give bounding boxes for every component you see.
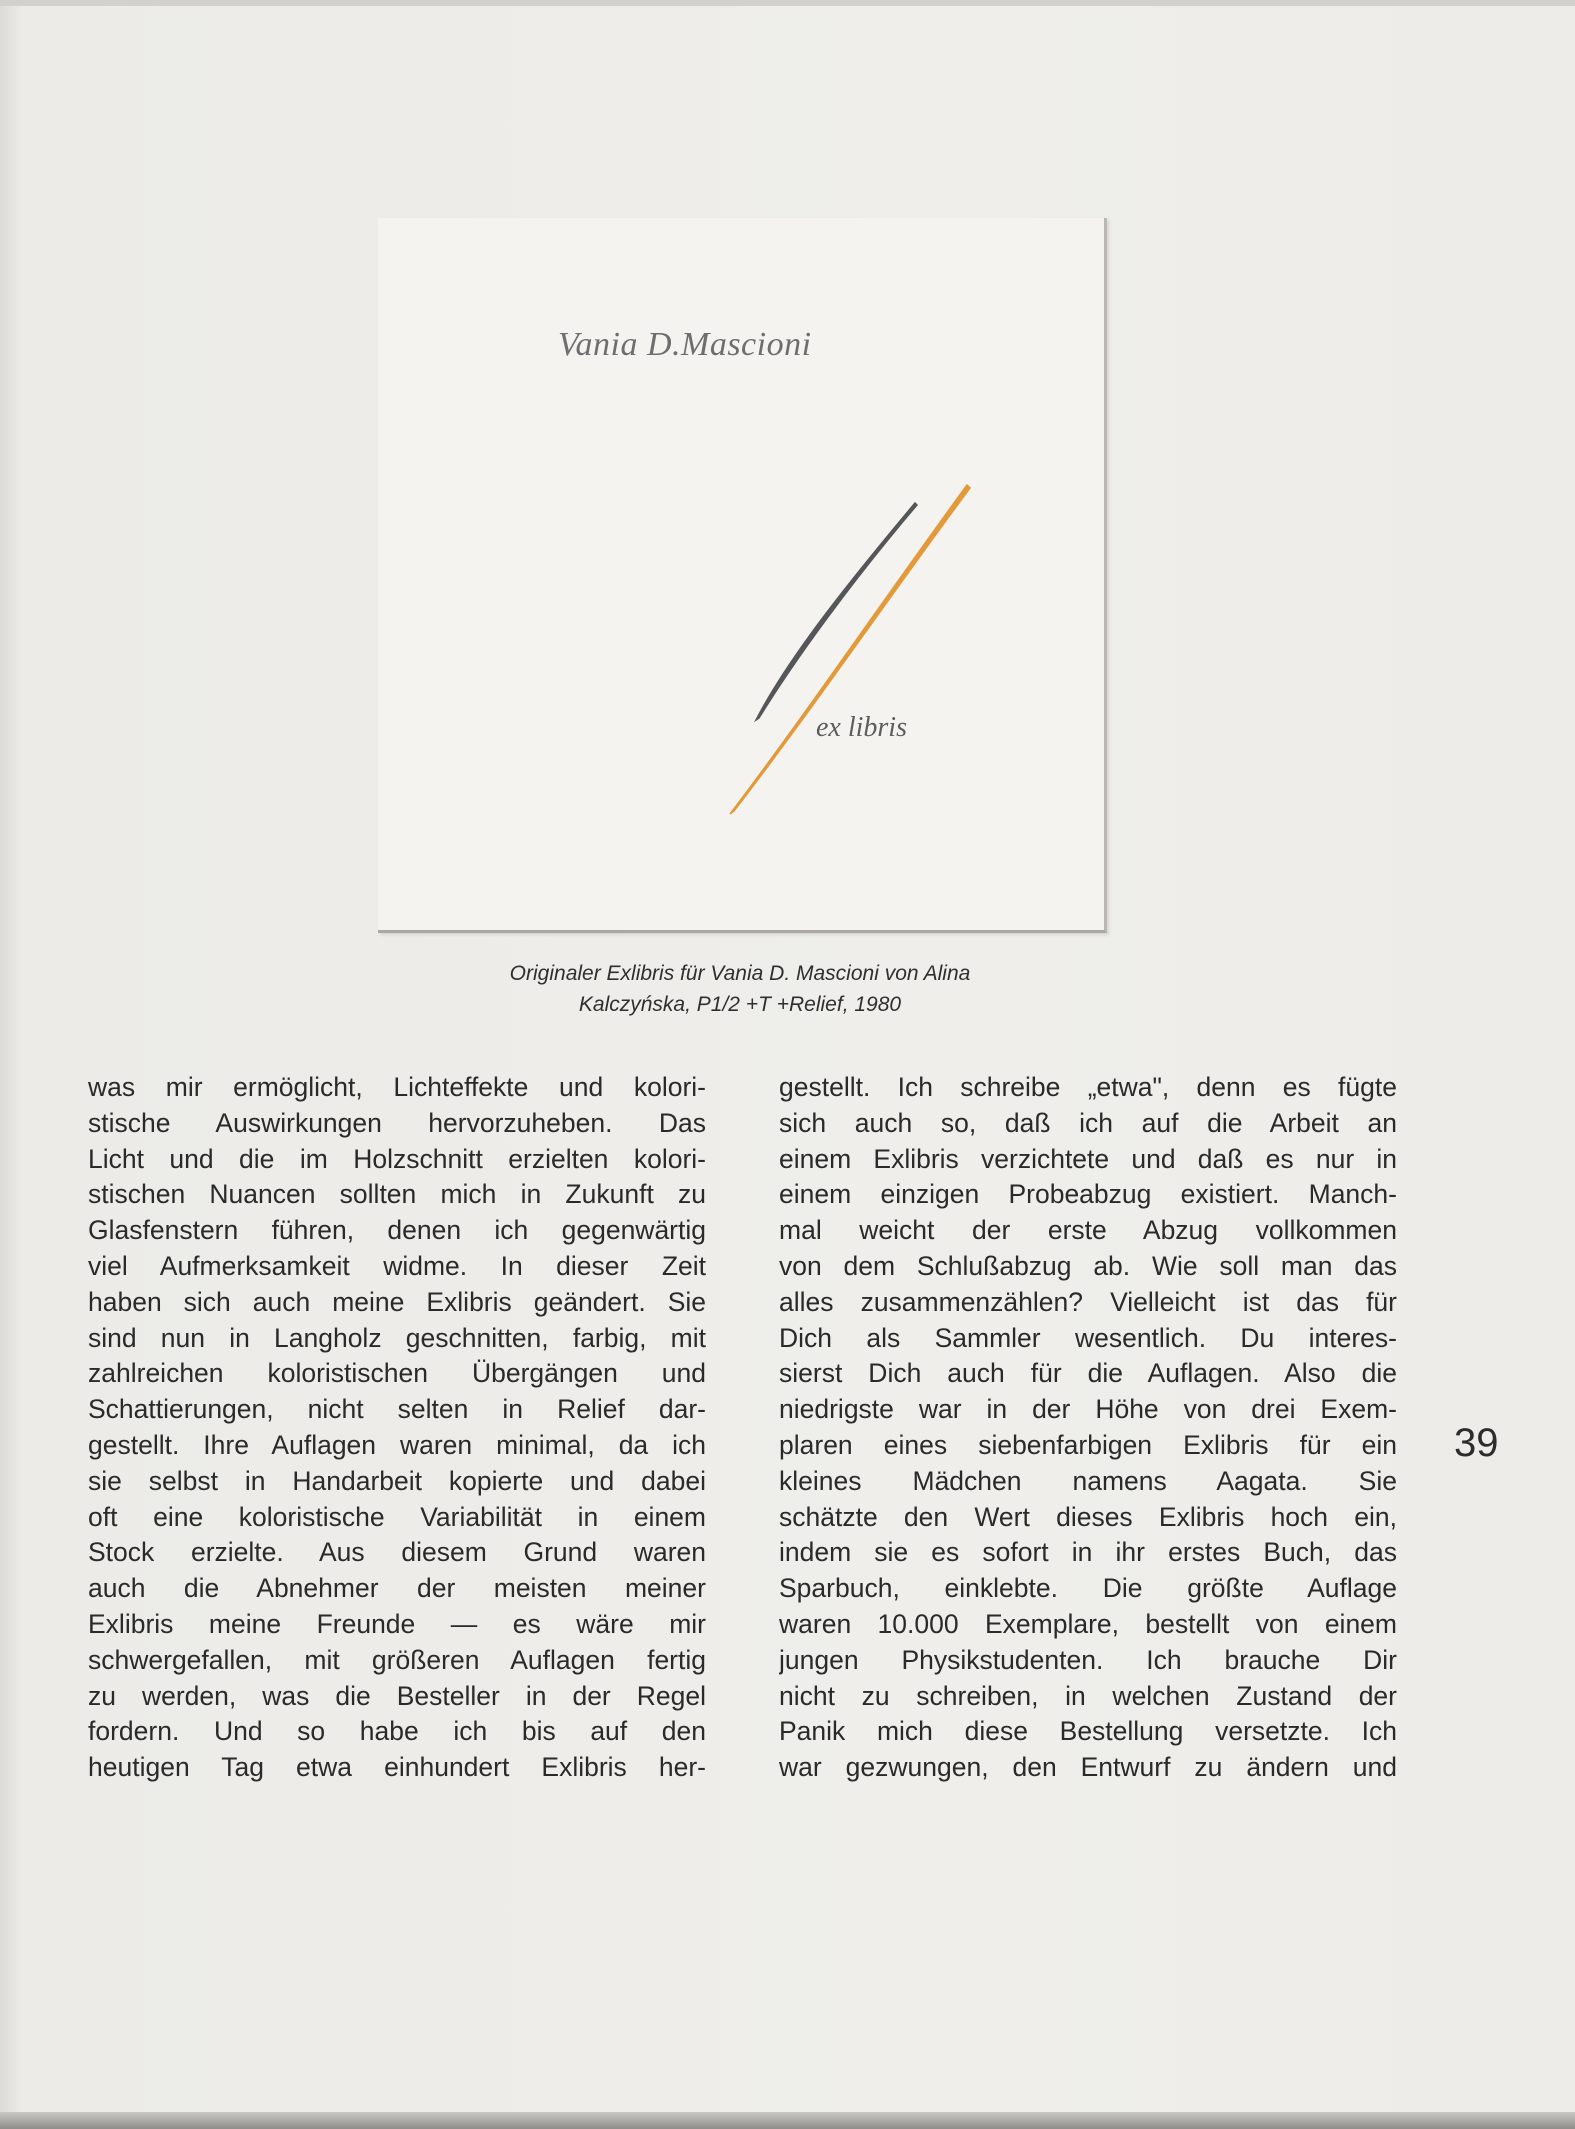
text-column-right — [779, 1070, 1397, 1786]
text-line: indem sie es sofort in ihr erstes Buch, das — [779, 1537, 1397, 1568]
text-line: sie selbst in Handarbeit kopierte und dabei — [88, 1465, 706, 1496]
page-top-edge — [0, 0, 1575, 6]
exlibris-diagonal-strokes — [378, 218, 1104, 930]
text-line: kleines Mädchen namens Aagata. Sie — [779, 1465, 1397, 1496]
text-line: sich auch so, daß ich auf die Arbeit an — [779, 1107, 1397, 1138]
text-line: sierst Dich auch für die Auflagen. Also die — [779, 1358, 1397, 1389]
exlibris-owner-name: Vania D.Mascioni — [558, 326, 812, 363]
text-line: Exlibris meine Freunde — es wäre mir — [88, 1608, 706, 1639]
page-number: 39 — [1454, 1421, 1499, 1465]
text-line: auch die Abnehmer der meisten meiner — [88, 1573, 706, 1604]
text-line: jungen Physikstudenten. Ich brauche Dir — [779, 1644, 1397, 1675]
text-line: Stock erzielte. Aus diesem Grund waren — [88, 1537, 706, 1568]
text-line: niedrigste war in der Höhe von drei Exem- — [779, 1394, 1397, 1425]
text-line: einem einzigen Probeabzug existiert. Manch- — [779, 1179, 1397, 1210]
text-line: Glasfenstern führen, denen ich gegenwärtig — [88, 1215, 706, 1246]
text-line: alles zusammenzählen? Vielleicht ist das für — [779, 1286, 1397, 1317]
text-line: gestellt. Ich schreibe „etwa", denn es fügte — [779, 1072, 1397, 1102]
text-line: sind nun in Langholz geschnitten, farbig, mit — [88, 1322, 706, 1353]
text-line: zu werden, was die Besteller in der Regel — [88, 1680, 706, 1711]
text-line: nicht zu schreiben, in welchen Zustand der — [779, 1680, 1397, 1711]
text-line: heutigen Tag etwa einhundert Exlibris her- — [88, 1752, 706, 1783]
text-line: Licht und die im Holzschnitt erzielten kolori- — [88, 1143, 706, 1174]
text-line: Dich als Sammler wesentlich. Du interes- — [779, 1322, 1397, 1353]
text-line: haben sich auch meine Exlibris geändert. Sie — [88, 1286, 706, 1317]
caption-line-1: Originaler Exlibris für Vania D. Mascioni von Alina — [509, 962, 971, 985]
text-column-left — [88, 1070, 706, 1786]
text-line: schwergefallen, mit größeren Auflagen fertig — [88, 1644, 706, 1675]
text-line: zahlreichen koloristischen Übergängen und — [88, 1358, 706, 1389]
orange-stroke — [730, 485, 970, 814]
text-line: von dem Schlußabzug ab. Wie soll man das — [779, 1250, 1397, 1281]
text-line: plaren eines siebenfarbigen Exlibris für ein — [779, 1429, 1397, 1460]
text-line: war gezwungen, den Entwurf zu ändern und — [779, 1752, 1397, 1783]
text-line: gestellt. Ihre Auflagen waren minimal, da ich — [88, 1429, 706, 1460]
text-line: Schattierungen, nicht selten in Relief dar- — [88, 1394, 706, 1425]
text-line: mal weicht der erste Abzug vollkommen — [779, 1215, 1397, 1246]
grey-stroke — [756, 503, 917, 720]
text-line: was mir ermöglicht, Lichteffekte und kolori- — [88, 1072, 706, 1102]
page-bottom-edge — [0, 2112, 1575, 2129]
text-line: viel Aufmerksamkeit widme. In dieser Zeit — [88, 1250, 706, 1281]
exlibris-plate — [378, 218, 1107, 933]
text-line: fordern. Und so habe ich bis auf den — [88, 1716, 706, 1747]
caption-line-2: Kalczyńska, P1/2 +T +Relief, 1980 — [578, 993, 902, 1016]
exlibris-label: ex libris — [816, 712, 907, 743]
text-line: stische Auswirkungen hervorzuheben. Das — [88, 1107, 706, 1138]
text-line: Panik mich diese Bestellung versetzte. Ich — [779, 1716, 1397, 1747]
text-line: waren 10.000 Exemplare, bestellt von einem — [779, 1608, 1397, 1639]
figure-caption — [420, 958, 1060, 1020]
text-line: einem Exlibris verzichtete und daß es nur in — [779, 1143, 1397, 1174]
text-line: oft eine koloristische Variabilität in einem — [88, 1501, 706, 1532]
text-line: Sparbuch, einklebte. Die größte Auflage — [779, 1573, 1397, 1604]
text-line: stischen Nuancen sollten mich in Zukunft zu — [88, 1179, 706, 1210]
text-line: schätzte den Wert dieses Exlibris hoch ein, — [779, 1501, 1397, 1532]
